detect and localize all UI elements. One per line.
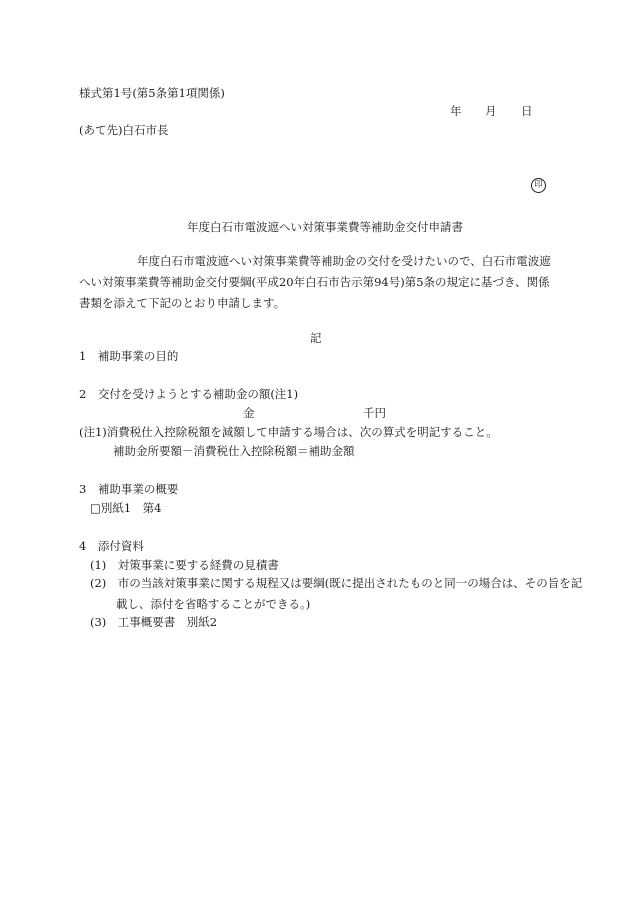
attachment-item-1: (1) 対策事業に要する経費の見積書 xyxy=(90,558,279,572)
amount-prefix: 金 xyxy=(243,406,255,420)
section3-heading: 3 補助事業の概要 xyxy=(79,482,179,496)
section2-note: (注1)消費税仕入控除税額を減額して申請する場合は、次の算式を明記すること。 xyxy=(79,425,498,439)
seal-mark: 印 xyxy=(531,178,546,193)
attachment-item-2: (2) 市の当該対策事業に関する規程又は要綱(既に提出されたものと同一の場合は、その旨を記載し、添付を省略することができる。) xyxy=(90,576,583,611)
section2-heading: 2 交付を受けようとする補助金の額(注1) xyxy=(79,387,299,401)
date-day-label: 日 xyxy=(521,104,533,118)
form-number: 様式第1号(第5条第1項関係) xyxy=(79,86,225,100)
ki-label: 記 xyxy=(310,331,322,345)
section3-item: □別紙1 第4 xyxy=(90,501,162,515)
intro-paragraph: 年度白石市電波遮へい対策事業費等補助金の交付を受けたいので、白石市電波遮へい対策事業費等補助金交付要綱(平成20年白石市告示第94号)第5条の規定に基づき、関係書類を添えて下記のとおり申請します。 xyxy=(79,254,551,310)
section1-heading: 1 補助事業の目的 xyxy=(79,349,179,363)
date-year-label: 年 xyxy=(450,104,462,118)
addressee: (あて先)白石市長 xyxy=(79,123,169,137)
attachment-item-3: (3) 工事概要書 別紙2 xyxy=(90,615,218,629)
document-title: 年度白石市電波遮へい対策事業費等補助金交付申請書 xyxy=(187,220,463,234)
date-month-label: 月 xyxy=(485,104,497,118)
section2-formula: 補助金所要額－消費税仕入控除税額＝補助金額 xyxy=(113,444,355,458)
section4-heading: 4 添付資料 xyxy=(79,539,144,553)
amount-unit: 千円 xyxy=(363,406,386,420)
